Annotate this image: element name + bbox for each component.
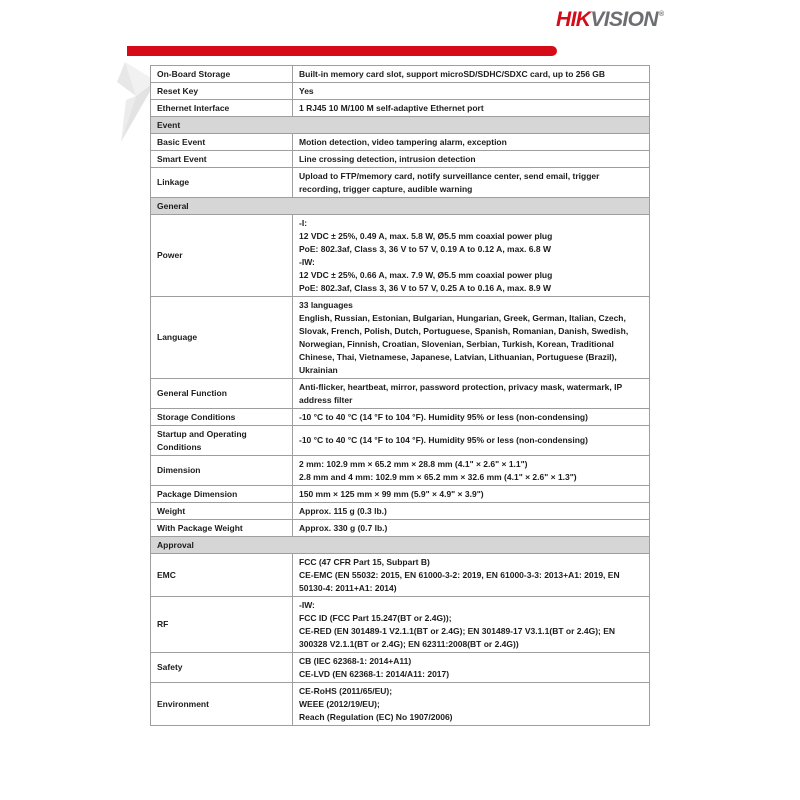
spec-row [151,653,650,683]
spec-value-line: WEEE (2012/19/EU); [299,698,380,709]
spec-row [151,486,650,503]
spec-value [293,683,650,726]
spec-value [293,426,650,456]
spec-value-line: 2 mm: 102.9 mm × 65.2 mm × 28.8 mm (4.1" × 2.6" × 1.1") [299,458,528,469]
spec-value-line: -10 °C to 40 °C (14 °F to 104 °F). Humidity 95% or less (non-condensing) [299,411,588,422]
spec-row [151,66,650,83]
spec-value [293,215,650,297]
spec-row [151,100,650,117]
spec-value [293,134,650,151]
spec-value-line: 12 VDC ± 25%, 0.66 A, max. 7.9 W, Ø5.5 mm coaxial power plug [299,269,553,280]
section-title: General [151,198,650,215]
spec-row [151,503,650,520]
spec-value [293,456,650,486]
spec-row [151,379,650,409]
spec-label: Weight [151,503,293,520]
spec-value-line: -IW: [299,256,315,267]
spec-value-line: Motion detection, video tampering alarm, exception [299,136,507,147]
spec-value [293,486,650,503]
spec-value-line: FCC ID (FCC Part 15.247(BT or 2.4G)); [299,612,452,623]
spec-label: Safety [151,653,293,683]
spec-value-line: Upload to FTP/memory card, notify surveillance center, send email, trigger recording, trigger capture, audible warning [299,170,600,194]
hikvision-logo [556,8,663,32]
spec-value-line: Approx. 115 g (0.3 lb.) [299,505,387,516]
section-header-row [151,117,650,134]
spec-label: Linkage [151,168,293,198]
spec-row [151,520,650,537]
spec-value-line: Reach (Regulation (EC) No 1907/2006) [299,711,453,722]
spec-value [293,520,650,537]
spec-value [293,100,650,117]
spec-value-line: -I: [299,217,308,228]
spec-value [293,83,650,100]
spec-value [293,168,650,198]
spec-row [151,683,650,726]
spec-row [151,168,650,198]
section-header-row [151,537,650,554]
spec-table-body [151,66,650,726]
spec-label: Basic Event [151,134,293,151]
spec-value [293,151,650,168]
spec-label: Environment [151,683,293,726]
spec-value-line: -IW: [299,599,315,610]
spec-label: EMC [151,554,293,597]
spec-value-line: CE-EMC (EN 55032: 2015, EN 61000-3-2: 2019, EN 61000-3-3: 2013+A1: 2019, EN 50130-4: 2011+A1: 2014) [299,569,620,593]
spec-row [151,297,650,379]
spec-row [151,151,650,168]
spec-label: On-Board Storage [151,66,293,83]
spec-value-line: PoE: 802.3af, Class 3, 36 V to 57 V, 0.25 A to 0.16 A, max. 8.9 W [299,282,551,293]
section-title: Event [151,117,650,134]
spec-value-line: 1 RJ45 10 M/100 M self-adaptive Ethernet port [299,102,484,113]
section-header-row [151,198,650,215]
spec-value [293,653,650,683]
spec-value [293,503,650,520]
spec-value-line: English, Russian, Estonian, Bulgarian, Hungarian, Greek, German, Italian, Czech, Slovak, French, Polish, Dutch, Portuguese, Spanish, Romanian, Danish, Swedish, Norwegian, Finnish, Croatian, Slovenian, Serbian, Turkish, Korean, Traditional Chinese, Thai, Vietnamese, Japanese, Latvian, Lithuanian, Portuguese (Brazil), Ukrainian [299,312,629,375]
logo-vision-text: VISION [590,8,658,31]
spec-value-line: CB (IEC 62368-1: 2014+A11) [299,655,412,666]
spec-value [293,379,650,409]
spec-label: Storage Conditions [151,409,293,426]
spec-label: Power [151,215,293,297]
registered-trademark-symbol: ® [658,11,664,18]
spec-value-line: FCC (47 CFR Part 15, Subpart B) [299,556,430,567]
spec-row [151,456,650,486]
spec-value [293,409,650,426]
spec-row [151,426,650,456]
section-title: Approval [151,537,650,554]
spec-value-line: Line crossing detection, intrusion detection [299,153,476,164]
spec-row [151,83,650,100]
spec-value-line: Anti-flicker, heartbeat, mirror, password protection, privacy mask, watermark, IP address filter [299,381,622,405]
spec-row [151,215,650,297]
spec-value-line: 2.8 mm and 4 mm: 102.9 mm × 65.2 mm × 32.6 mm (4.1" × 2.6" × 1.3") [299,471,577,482]
spec-value [293,597,650,653]
spec-value-line: -10 °C to 40 °C (14 °F to 104 °F). Humidity 95% or less (non-condensing) [299,435,588,445]
spec-row [151,554,650,597]
spec-label: Dimension [151,456,293,486]
spec-row [151,597,650,653]
spec-label: Ethernet Interface [151,100,293,117]
spec-value-line: Approx. 330 g (0.7 lb.) [299,522,388,533]
spec-label: With Package Weight [151,520,293,537]
spec-value-line: CE-RoHS (2011/65/EU); [299,685,393,696]
logo-hik-text: HIK [556,8,591,31]
spec-label: General Function [151,379,293,409]
spec-value-line: CE-RED (EN 301489-1 V2.1.1(BT or 2.4G); EN 301489-17 V3.1.1(BT or 2.4G); EN 300328 V2.1.1(BT or 2.4G); EN 62311:2008(BT or 2.4G)) [299,625,616,649]
spec-value-line: 150 mm × 125 mm × 99 mm (5.9" × 4.9" × 3.9") [299,488,484,499]
spec-label: Reset Key [151,83,293,100]
spec-label: Language [151,297,293,379]
spec-table [150,65,650,726]
spec-row [151,409,650,426]
spec-value-line: 33 languages [299,299,353,310]
spec-value-line: CE-LVD (EN 62368-1: 2014/A11: 2017) [299,668,450,679]
spec-value-line: 12 VDC ± 25%, 0.49 A, max. 5.8 W, Ø5.5 mm coaxial power plug [299,230,553,241]
spec-label: Package Dimension [151,486,293,503]
spec-value [293,66,650,83]
spec-label: Smart Event [151,151,293,168]
spec-value [293,554,650,597]
spec-value-line: PoE: 802.3af, Class 3, 36 V to 57 V, 0.19 A to 0.12 A, max. 6.8 W [299,243,551,254]
spec-label: RF [151,597,293,653]
spec-value-line: Built-in memory card slot, support microSD/SDHC/SDXC card, up to 256 GB [299,68,606,79]
spec-row [151,134,650,151]
spec-value [293,297,650,379]
spec-label: Startup and Operating Conditions [151,426,293,456]
brand-red-bar [127,46,557,56]
spec-value-line: Yes [299,85,314,96]
